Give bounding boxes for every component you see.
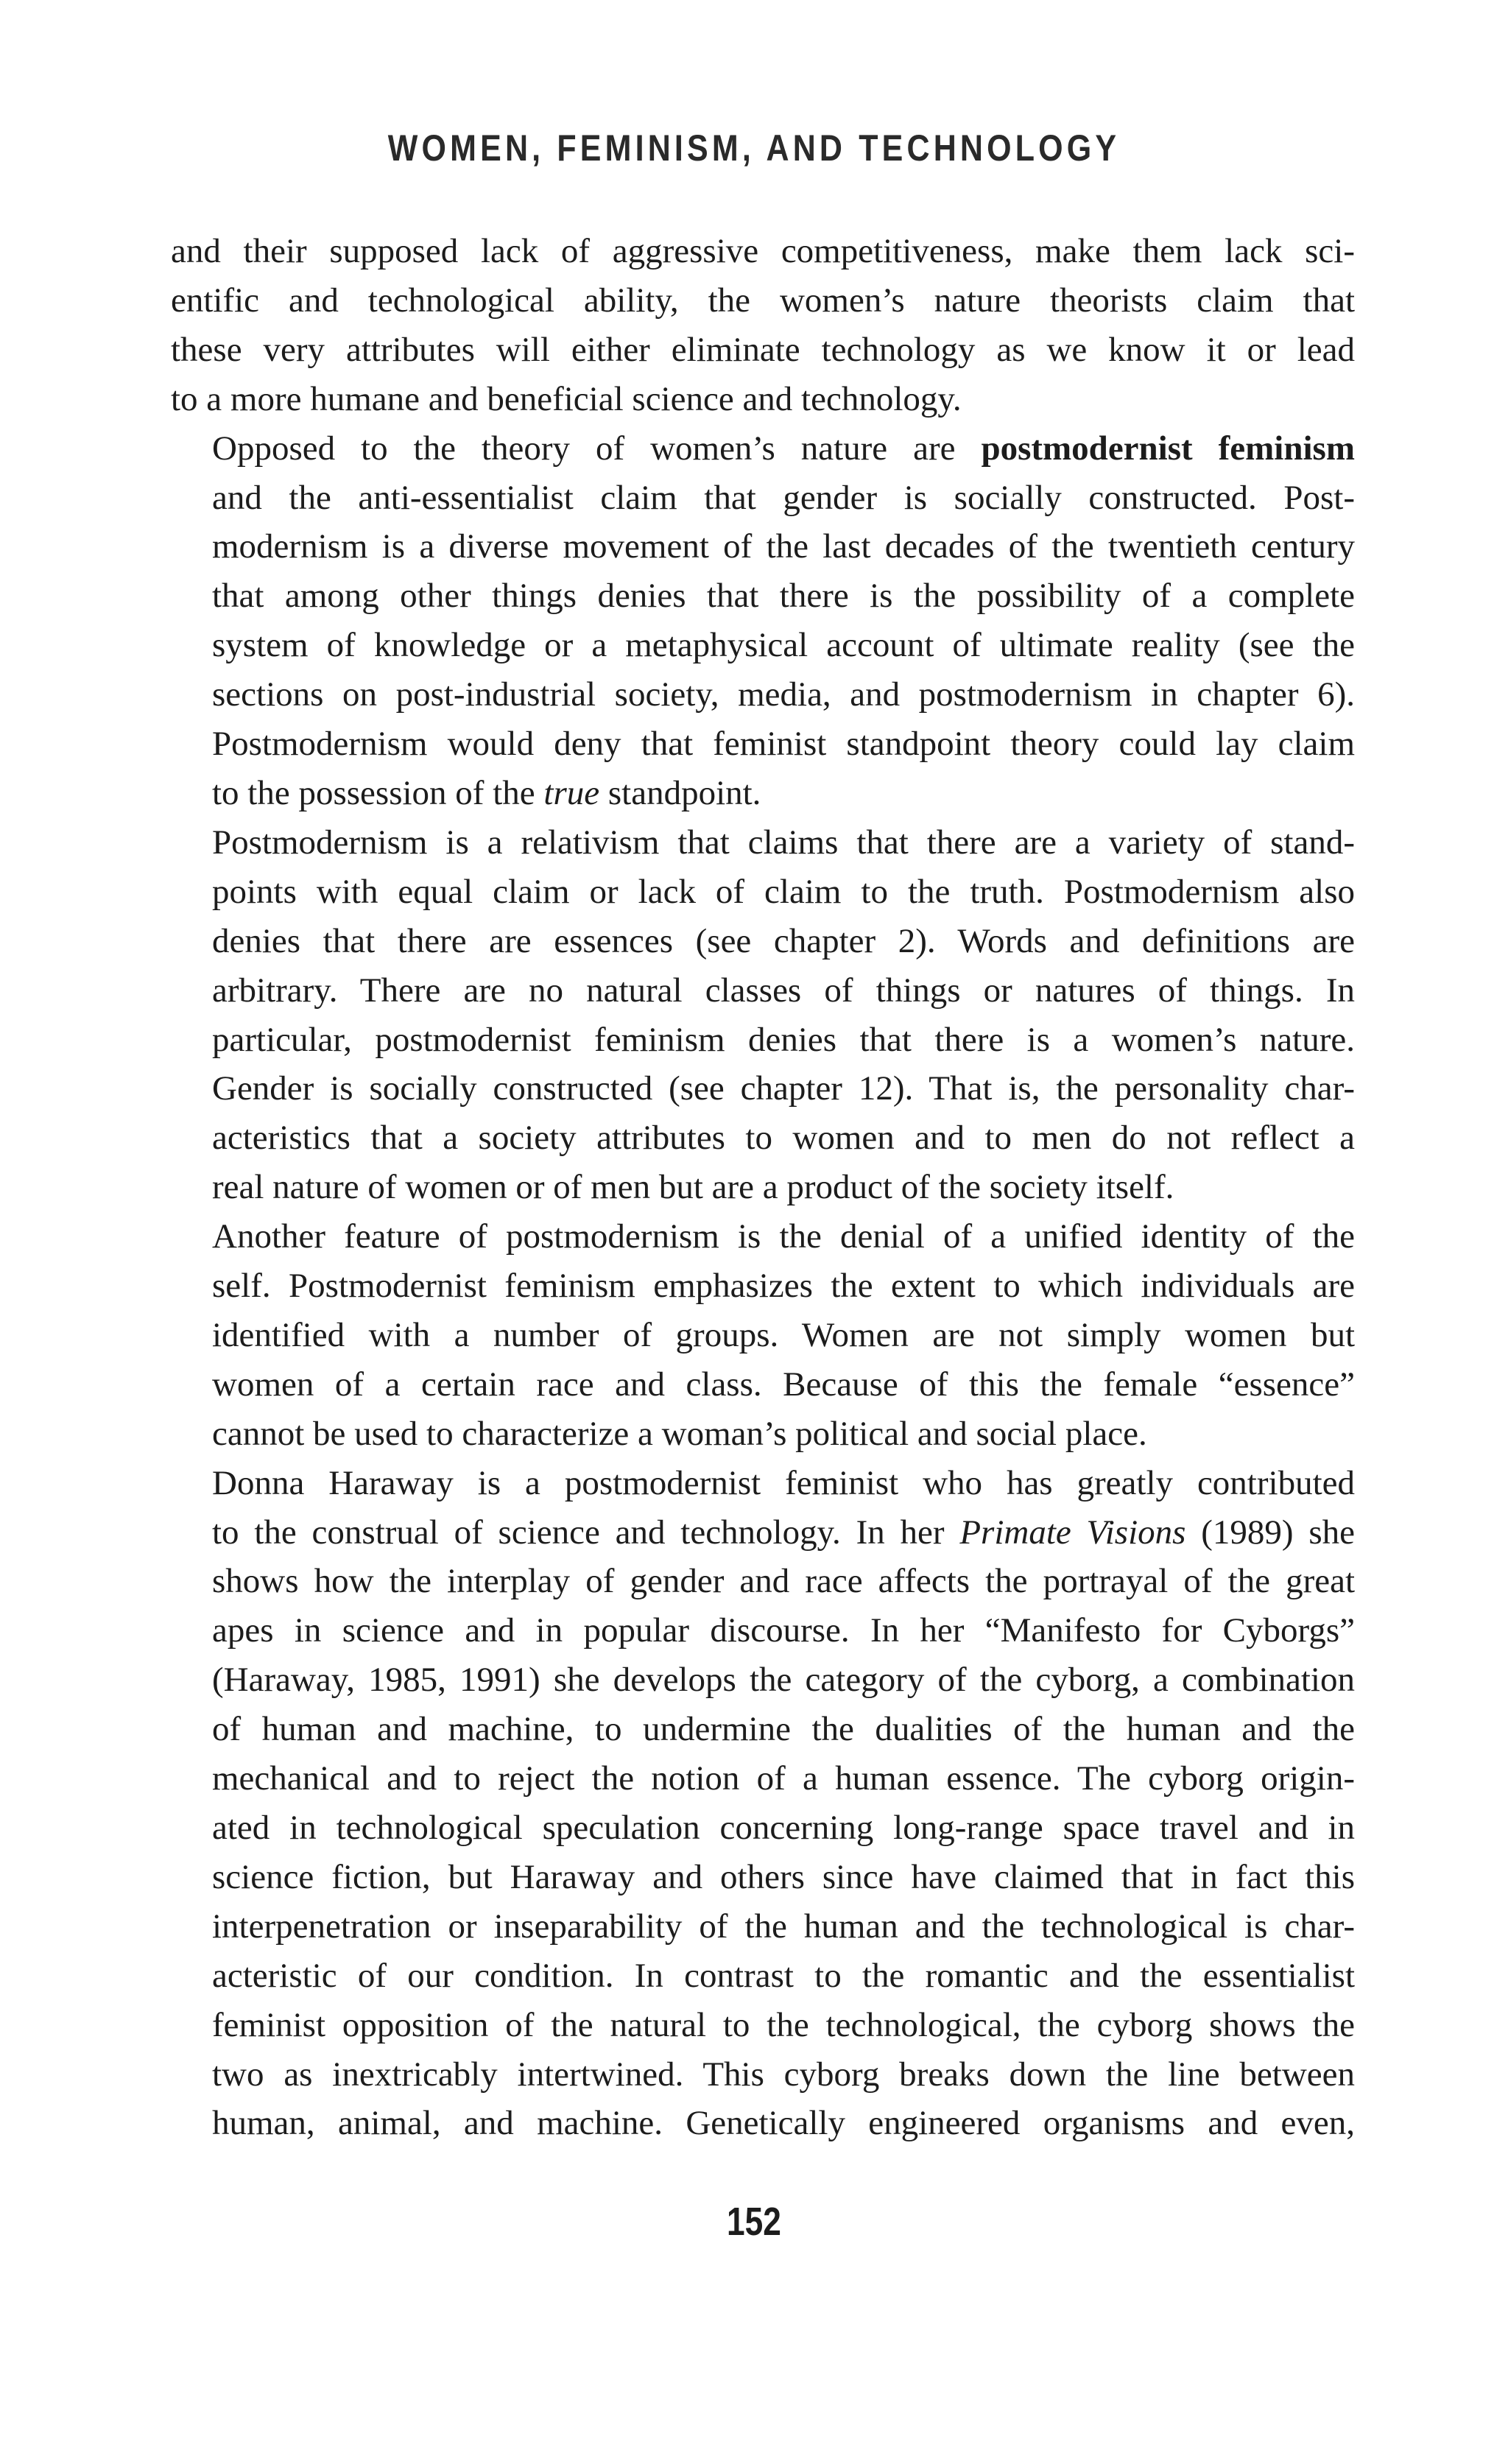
paragraph-5 bbox=[171, 1459, 1355, 2149]
text-line: identified with a number of groups. Women are not simply women but bbox=[212, 1315, 1355, 1354]
text-line: Postmodernism would deny that feminist standpoint theory could lay claim bbox=[212, 725, 1355, 764]
text-line: mechanical and to reject the notion of a human essence. The cyborg origin- bbox=[212, 1759, 1355, 1798]
text-line: cannot be used to characterize a woman’s political and social place. bbox=[212, 1414, 1147, 1453]
text-line: arbitrary. There are no natural classes of things or natures of things. In bbox=[212, 971, 1355, 1010]
text-line: science fiction, but Haraway and others since have claimed that in fact this bbox=[212, 1857, 1355, 1896]
text-line: denies that there are essences (see chapter 2). Words and definitions are bbox=[212, 921, 1355, 960]
text-line: two as inextricably intertwined. This cyborg breaks down the line between bbox=[212, 2055, 1355, 2094]
paragraph-2 bbox=[171, 424, 1355, 818]
text-line: of human and machine, to undermine the dualities of the human and the bbox=[212, 1710, 1355, 1749]
paragraph-3 bbox=[171, 818, 1355, 1212]
text-line: acteristic of our condition. In contrast to the romantic and the essentialist bbox=[212, 1956, 1355, 1995]
text-line: shows how the interplay of gender and race affects the portrayal of the great bbox=[212, 1562, 1355, 1601]
running-head: WOMEN, FEMINISM, AND TECHNOLOGY bbox=[387, 127, 1121, 169]
text-line: Another feature of postmodernism is the denial of a unified identity of the bbox=[212, 1217, 1355, 1256]
text-line: Donna Haraway is a postmodernist feminist who has greatly contributed bbox=[212, 1463, 1355, 1502]
text-line: these very attributes will either eliminate technology as we know it or lead bbox=[171, 330, 1355, 369]
text-line: and their supposed lack of aggressive competitiveness, make them lack sci- bbox=[171, 232, 1355, 270]
text-line: modernism is a diverse movement of the last decades of the twentieth century bbox=[212, 527, 1355, 566]
text-line: and the anti-essentialist claim that gender is socially constructed. Post- bbox=[212, 478, 1355, 517]
text-line: self. Postmodernist feminism emphasizes the extent to which individuals are bbox=[212, 1267, 1355, 1306]
italic-title: Primate Visions bbox=[959, 1513, 1186, 1552]
text-line: (Haraway, 1985, 1991) she develops the category of the cyborg, a combination bbox=[212, 1661, 1355, 1700]
text-line: Postmodernism is a relativism that claims that there are a variety of stand- bbox=[212, 823, 1355, 862]
paragraph-1 bbox=[171, 227, 1355, 424]
body-text bbox=[171, 227, 1355, 2148]
text-line: human, animal, and machine. Genetically engineered organisms and even, bbox=[212, 2104, 1355, 2143]
text-run: (1989) she bbox=[1185, 1513, 1355, 1552]
text-line: sections on post-industrial society, media, and postmodernism in chapter 6). bbox=[212, 675, 1355, 714]
text-run: Opposed to the theory of women’s nature are bbox=[212, 429, 982, 468]
page-number: 152 bbox=[727, 2200, 781, 2244]
paragraph-4 bbox=[171, 1212, 1355, 1459]
text-line: particular, postmodernist feminism denies that there is a women’s nature. bbox=[212, 1020, 1355, 1059]
text-line: women of a certain race and class. Because of this the female “essence” bbox=[212, 1365, 1355, 1404]
text-line: interpenetration or inseparability of the human and the technological is char- bbox=[212, 1907, 1355, 1946]
text-line: Gender is socially constructed (see chapter 12). That is, the personality char- bbox=[212, 1069, 1355, 1108]
text-line: that among other things denies that there is the possibility of a complete bbox=[212, 577, 1355, 616]
text-line: apes in science and in popular discourse. In her “Manifesto for Cyborgs” bbox=[212, 1611, 1355, 1650]
text-line: real nature of women or of men but are a product of the society itself. bbox=[212, 1168, 1174, 1207]
bold-term: postmodernist feminism bbox=[981, 429, 1356, 468]
text-line: to a more humane and beneficial science and technology. bbox=[171, 379, 962, 418]
text-run: to the possession of the bbox=[212, 773, 544, 812]
text-line bbox=[171, 424, 1355, 474]
text-line: entific and technological ability, the women’s nature theorists claim that bbox=[171, 281, 1355, 320]
text-line: acteristics that a society attributes to women and to men do not reflect a bbox=[212, 1119, 1355, 1158]
text-line bbox=[171, 769, 1355, 818]
text-line: points with equal claim or lack of claim to the truth. Postmodernism also bbox=[212, 872, 1355, 911]
text-line: system of knowledge or a metaphysical account of ultimate reality (see the bbox=[212, 626, 1355, 665]
text-run: to the construal of science and technology. In her bbox=[212, 1513, 960, 1552]
text-line bbox=[171, 1508, 1355, 1557]
text-line: ated in technological speculation concerning long-range space travel and in bbox=[212, 1809, 1355, 1847]
italic-term: true bbox=[543, 773, 600, 812]
text-run: standpoint. bbox=[599, 773, 761, 812]
text-line: feminist opposition of the natural to the technological, the cyborg shows the bbox=[212, 2005, 1355, 2044]
